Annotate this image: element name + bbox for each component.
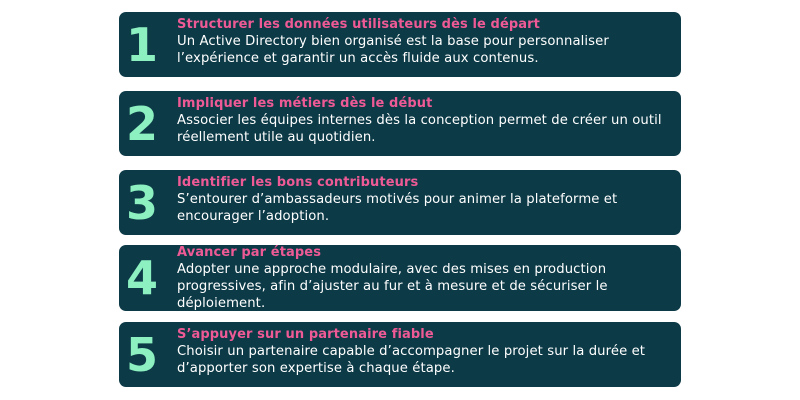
step-number: 2 bbox=[125, 96, 158, 151]
step-number: 4 bbox=[125, 251, 158, 305]
step-number: 5 bbox=[125, 327, 158, 382]
step-content bbox=[177, 96, 671, 146]
step-card-4 bbox=[119, 245, 681, 311]
step-card-2 bbox=[119, 91, 681, 156]
step-description: Un Active Directory bien organisé est la base pour personnaliser l’expérience et garantir un accès fluide aux contenus. bbox=[177, 34, 609, 66]
step-number: 3 bbox=[125, 175, 158, 230]
step-card-5 bbox=[119, 322, 681, 387]
step-content bbox=[177, 17, 671, 67]
step-title: Avancer par étapes bbox=[177, 245, 322, 260]
step-card-3 bbox=[119, 170, 681, 235]
step-content bbox=[177, 245, 671, 312]
step-description: Associer les équipes internes dès la conception permet de créer un outil réellement utile au quotidien. bbox=[177, 113, 662, 145]
step-description: Adopter une approche modulaire, avec des mises en production progressives, afin d’ajuster au fur et à mesure et de sécuriser le déploiement. bbox=[177, 262, 608, 311]
step-description: Choisir un partenaire capable d’accompagner le projet sur la durée et d’apporter son expertise à chaque étape. bbox=[177, 344, 646, 376]
step-number: 1 bbox=[125, 17, 158, 72]
step-title: Identifier les bons contributeurs bbox=[177, 175, 419, 190]
step-card-1 bbox=[119, 12, 681, 77]
step-description: S’entourer d’ambassadeurs motivés pour animer la plateforme et encourager l’adoption. bbox=[177, 192, 618, 224]
step-title: Structurer les données utilisateurs dès le départ bbox=[177, 17, 540, 32]
step-content bbox=[177, 175, 671, 225]
step-title: Impliquer les métiers dès le début bbox=[177, 96, 433, 111]
step-title: S’appuyer sur un partenaire fiable bbox=[177, 327, 434, 342]
step-content bbox=[177, 327, 671, 377]
